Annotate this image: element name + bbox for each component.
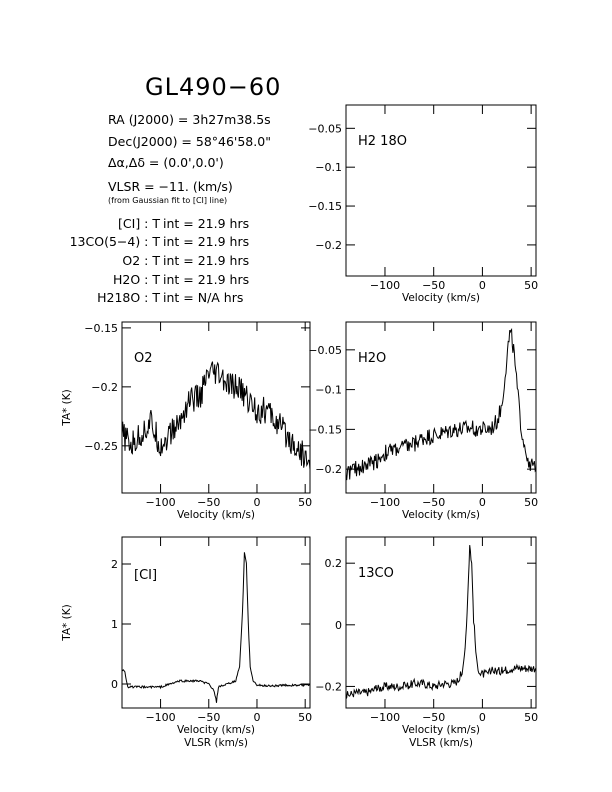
y-tick-label: −0.2 xyxy=(315,238,342,252)
y-tick-label: −0.15 xyxy=(308,200,342,214)
y-tick-label: −0.1 xyxy=(315,383,342,397)
x-axis-label: Velocity (km/s) xyxy=(176,724,256,736)
y-tick-label: −0.15 xyxy=(308,423,342,437)
spectrum-line xyxy=(122,362,310,470)
y-tick-label: −0.05 xyxy=(308,343,342,357)
y-axis-label: TA* (K) xyxy=(61,604,73,641)
x-tick-label: 50 xyxy=(524,279,539,292)
panel-3 xyxy=(61,537,312,749)
x-axis-label: Velocity (km/s) xyxy=(401,509,481,521)
x-tick-label: −50 xyxy=(422,711,446,724)
x-tick-label: 50 xyxy=(524,711,539,724)
x-tick-label: −50 xyxy=(422,496,446,509)
y-tick-label: 0 xyxy=(111,678,118,691)
x-axis-label-vlsr: VLSR (km/s) xyxy=(409,737,473,749)
info-block xyxy=(70,112,271,305)
y-tick-label: −0.1 xyxy=(315,161,342,175)
int-time-value: int = 21.9 hrs xyxy=(163,253,250,268)
panel-2 xyxy=(308,322,538,521)
y-tick-label: −0.25 xyxy=(84,439,118,453)
y-tick-label: −0.15 xyxy=(84,321,118,335)
integration-times xyxy=(70,216,250,305)
vlsr-line: VLSR = −11. (km/s) xyxy=(108,179,233,194)
x-tick-label: −100 xyxy=(369,496,401,509)
plot-frame xyxy=(346,537,536,708)
plot-frame xyxy=(346,105,536,276)
species-label: H2 18O xyxy=(358,134,407,149)
species-label: O2 xyxy=(134,351,153,366)
x-axis-label: Velocity (km/s) xyxy=(401,724,481,736)
y-tick-label: −0.2 xyxy=(315,680,342,694)
int-time-species: O2 : T xyxy=(122,253,160,268)
x-axis-label: Velocity (km/s) xyxy=(176,509,256,521)
y-tick-label: 2 xyxy=(111,558,118,571)
x-tick-label: 0 xyxy=(478,711,486,724)
species-label: [CI] xyxy=(134,568,158,583)
plot-frame xyxy=(122,322,310,493)
x-tick-label: −100 xyxy=(369,711,401,724)
species-label: H2O xyxy=(358,351,387,366)
y-tick-label: −0.2 xyxy=(315,463,342,477)
x-tick-label: 0 xyxy=(478,496,486,509)
x-tick-label: 0 xyxy=(253,711,261,724)
x-tick-label: −50 xyxy=(197,711,221,724)
int-time-species: 13CO(5−4) : T xyxy=(69,234,160,249)
panel-4 xyxy=(315,537,538,749)
y-tick-label: −0.05 xyxy=(308,122,342,136)
x-tick-label: 0 xyxy=(253,496,261,509)
x-axis-label: Velocity (km/s) xyxy=(401,292,481,304)
x-tick-label: 50 xyxy=(524,496,539,509)
int-time-species: H2O : T xyxy=(113,272,160,287)
int-time-species: [CI] : T xyxy=(118,216,160,231)
panel-0 xyxy=(308,105,538,304)
x-tick-label: −100 xyxy=(145,496,176,509)
panel-1 xyxy=(61,322,312,521)
x-tick-label: −100 xyxy=(369,279,401,292)
ra-line: RA (J2000) = 3h27m38.5s xyxy=(108,112,271,127)
x-axis-label-vlsr: VLSR (km/s) xyxy=(184,737,248,749)
x-tick-label: 50 xyxy=(298,711,313,724)
vlsr-note: (from Gaussian fit to [CI] line) xyxy=(108,196,228,205)
int-time-value: int = 21.9 hrs xyxy=(163,272,250,287)
y-tick-label: −0.2 xyxy=(91,380,118,394)
int-time-value: int = 21.9 hrs xyxy=(163,234,250,249)
plot-frame xyxy=(122,537,310,708)
y-tick-label: 1 xyxy=(111,618,118,631)
x-tick-label: 0 xyxy=(478,279,486,292)
x-tick-label: −50 xyxy=(422,279,446,292)
dec-line: Dec(J2000) = 58°46'58.0" xyxy=(108,134,271,149)
y-tick-label: 0.2 xyxy=(324,557,342,571)
offset-line: Δα,Δδ = (0.0',0.0') xyxy=(108,155,224,170)
y-tick-label: 0 xyxy=(335,618,342,632)
int-time-value: int = N/A hrs xyxy=(163,290,244,305)
figure-title: GL490−60 xyxy=(145,73,282,101)
y-axis-label: TA* (K) xyxy=(61,389,73,426)
int-time-value: int = 21.9 hrs xyxy=(163,216,250,231)
x-tick-label: 50 xyxy=(298,496,313,509)
x-tick-label: −100 xyxy=(145,711,176,724)
x-tick-label: −50 xyxy=(197,496,221,509)
int-time-species: H218O : T xyxy=(97,290,160,305)
species-label: 13CO xyxy=(358,566,394,581)
